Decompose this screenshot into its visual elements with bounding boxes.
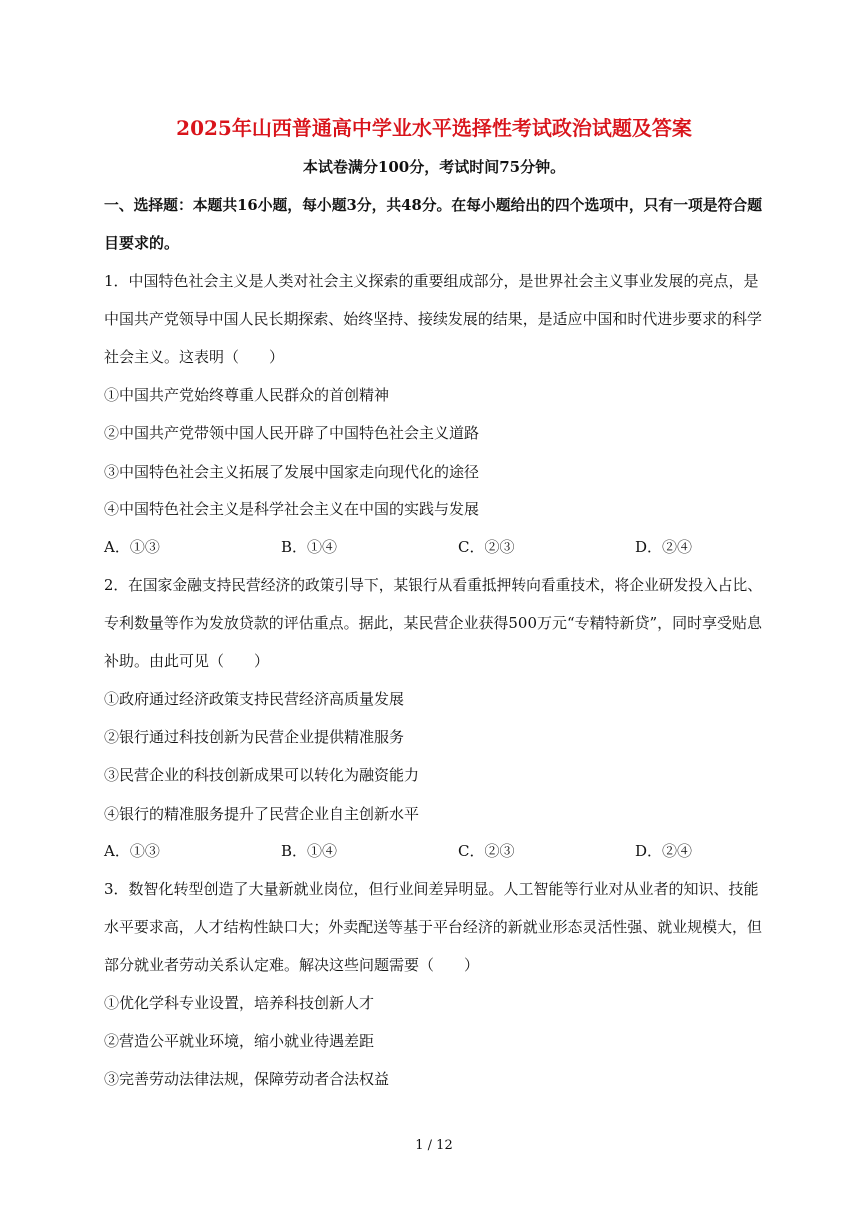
q1-option-d: D．②④	[635, 538, 693, 556]
q3-stem-line1: 3．数智化转型创造了大量新就业岗位，但行业间差异明显。人工智能等行业对从业者的知识、技能	[104, 880, 759, 898]
q2-option-c: C．②③	[458, 842, 515, 860]
q1-option-b: B．①④	[281, 538, 338, 556]
q2-statement-4: ④银行的精准服务提升了民营企业自主创新水平	[104, 805, 420, 823]
q2-option-d: D．②④	[635, 842, 693, 860]
q2-option-a: A．①③	[104, 842, 160, 860]
section-heading-line1: 一、选择题：本题共16小题，每小题3分，共48分。在每小题给出的四个选项中，只有一项是符合题	[104, 196, 762, 214]
q3-statement-1: ①优化学科专业设置，培养科技创新人才	[104, 994, 375, 1012]
page-number: 1 / 12	[415, 1138, 453, 1153]
q2-statement-1: ①政府通过经济政策支持民营经济高质量发展	[104, 690, 405, 708]
q1-stem-line3: 社会主义。这表明（ ）	[104, 348, 285, 366]
q1-stem-line2: 中国共产党领导中国人民长期探索、始终坚持、接续发展的结果，是适应中国和时代进步要求的科学	[104, 310, 762, 328]
q3-stem-line3: 部分就业者劳动关系认定难。解决这些问题需要（ ）	[104, 956, 480, 974]
q2-option-b: B．①④	[281, 842, 338, 860]
document-title: 2025年山西普通高中学业水平选择性考试政治试题及答案	[176, 116, 692, 140]
q2-statement-3: ③民营企业的科技创新成果可以转化为融资能力	[104, 766, 420, 784]
q3-stem-line2: 水平要求高，人才结构性缺口大；外卖配送等基于平台经济的新就业形态灵活性强、就业规模大，但	[104, 918, 762, 936]
q3-statement-2: ②营造公平就业环境，缩小就业待遇差距	[104, 1032, 375, 1050]
q1-option-a: A．①③	[104, 538, 160, 556]
exam-info: 本试卷满分100分，考试时间75分钟。	[302, 158, 566, 176]
q2-statement-2: ②银行通过科技创新为民营企业提供精准服务	[104, 728, 405, 746]
q1-option-c: C．②③	[458, 538, 515, 556]
q1-statement-1: ①中国共产党始终尊重人民群众的首创精神	[104, 386, 390, 404]
q2-stem-line2: 专利数量等作为发放贷款的评估重点。据此，某民营企业获得500万元“专精特新贷”，同时享受贴息	[104, 614, 762, 632]
q2-stem-line3: 补助。由此可见（ ）	[104, 652, 270, 670]
q2-stem-line1: 2．在国家金融支持民营经济的政策引导下，某银行从看重抵押转向看重技术，将企业研发投入占比、	[104, 576, 762, 594]
q1-statement-3: ③中国特色社会主义拓展了发展中国家走向现代化的途径	[104, 463, 480, 481]
q1-statement-4: ④中国特色社会主义是科学社会主义在中国的实践与发展	[104, 500, 480, 518]
section-heading-line2: 目要求的。	[104, 234, 180, 252]
q3-statement-3: ③完善劳动法律法规，保障劳动者合法权益	[104, 1070, 390, 1088]
q1-stem-line1: 1．中国特色社会主义是人类对社会主义探索的重要组成部分，是世界社会主义事业发展的亮点，是	[104, 272, 759, 290]
q1-statement-2: ②中国共产党带领中国人民开辟了中国特色社会主义道路	[104, 424, 480, 442]
